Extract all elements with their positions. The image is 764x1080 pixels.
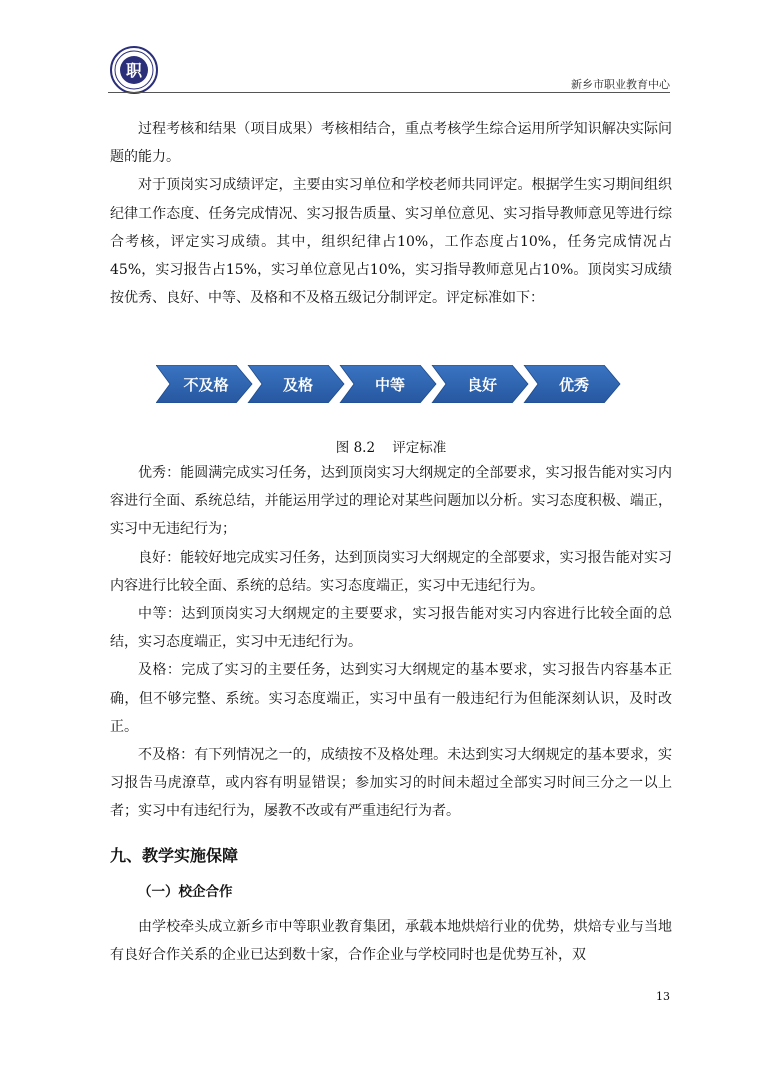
paragraph: 良好：能较好地完成实习任务，达到顶岗实习大纲规定的全部要求，实习报告能对实习内容进行比较全面、系统的总结。实习态度端正，实习中无违纪行为。 — [110, 549, 672, 594]
paragraph: 不及格：有下列情况之一的，成绩按不及格处理。未达到实习大纲规定的基本要求，实习报告马虎潦草，或内容有明显错误；参加实习的时间未超过全部实习时间三分之一以上者；实习中有违纪行为，屡教不改或有严重违纪行为者。 — [110, 747, 672, 820]
step-label: 及格 — [282, 376, 314, 394]
step-label: 中等 — [374, 376, 406, 394]
paragraph: 对于顶岗实习成绩评定，主要由实习单位和学校老师共同评定。根据学生实习期间组织纪律工作态度、任务完成情况、实习报告质量、实习单位意见、实习指导教师意见等进行综合考核，评定实习成绩。其中，组织纪律占10%，工作态度占10%，任务完成情况占45%，实习报告占15%，实习单位意见占10%，实习指导教师意见占10%。顶岗实习成绩按优秀、良好、中等、及格和不及格五级记分制评定。评定标准如下： — [110, 177, 672, 307]
paragraph: 由学校牵头成立新乡市中等职业教育集团，承载本地烘焙行业的优势，烘焙专业与当地有良好合作关系的企业已达到数十家，合作企业与学校同时也是优势互补，双 — [110, 919, 672, 964]
paragraph: 过程考核和结果（项目成果）考核相结合，重点考核学生综合运用所学知识解决实际问题的能力。 — [110, 121, 672, 166]
header-divider — [108, 92, 670, 93]
figure-caption — [110, 436, 672, 456]
org-name: 新乡市职业教育中心 — [571, 78, 670, 91]
logo-glyph: 职 — [125, 61, 143, 80]
subsection-heading: （一）校企合作 — [138, 884, 233, 900]
page-number: 13 — [656, 990, 670, 1003]
paragraph: 及格：完成了实习的主要任务，达到实习大纲规定的基本要求，实习报告内容基本正确，但不够完整、系统。实习态度端正，实习中虽有一般违纪行为但能深刻认识，及时改正。 — [110, 662, 672, 735]
body-text-middle — [110, 459, 672, 826]
chevron-step — [340, 365, 436, 403]
paragraph: 中等：达到顶岗实习大纲规定的主要要求，实习报告能对实习内容进行比较全面的总结，实习态度端正，实习中无违纪行为。 — [110, 606, 672, 651]
paragraph: 优秀：能圆满完成实习任务，达到顶岗实习大纲规定的全部要求，实习报告能对实习内容进行全面、系统总结，并能运用学过的理论对某些问题加以分析。实习态度积极、端正，实习中无违纪行为； — [110, 465, 672, 538]
step-label: 不及格 — [183, 376, 229, 394]
school-emblem-icon — [110, 46, 158, 94]
section-heading: 九、教学实施保障 — [110, 846, 239, 865]
chevron-step — [156, 365, 252, 403]
figure-title: 评定标准 — [392, 440, 447, 456]
chevron-step — [248, 365, 344, 403]
figure-number: 图 8.2 — [335, 440, 376, 456]
step-label: 良好 — [466, 376, 498, 394]
step-label: 优秀 — [558, 376, 590, 394]
body-text-bottom — [110, 913, 672, 969]
grading-scale-diagram — [156, 365, 626, 403]
chevron-step — [524, 365, 620, 403]
chevron-step — [432, 365, 528, 403]
body-text-top — [110, 115, 672, 312]
